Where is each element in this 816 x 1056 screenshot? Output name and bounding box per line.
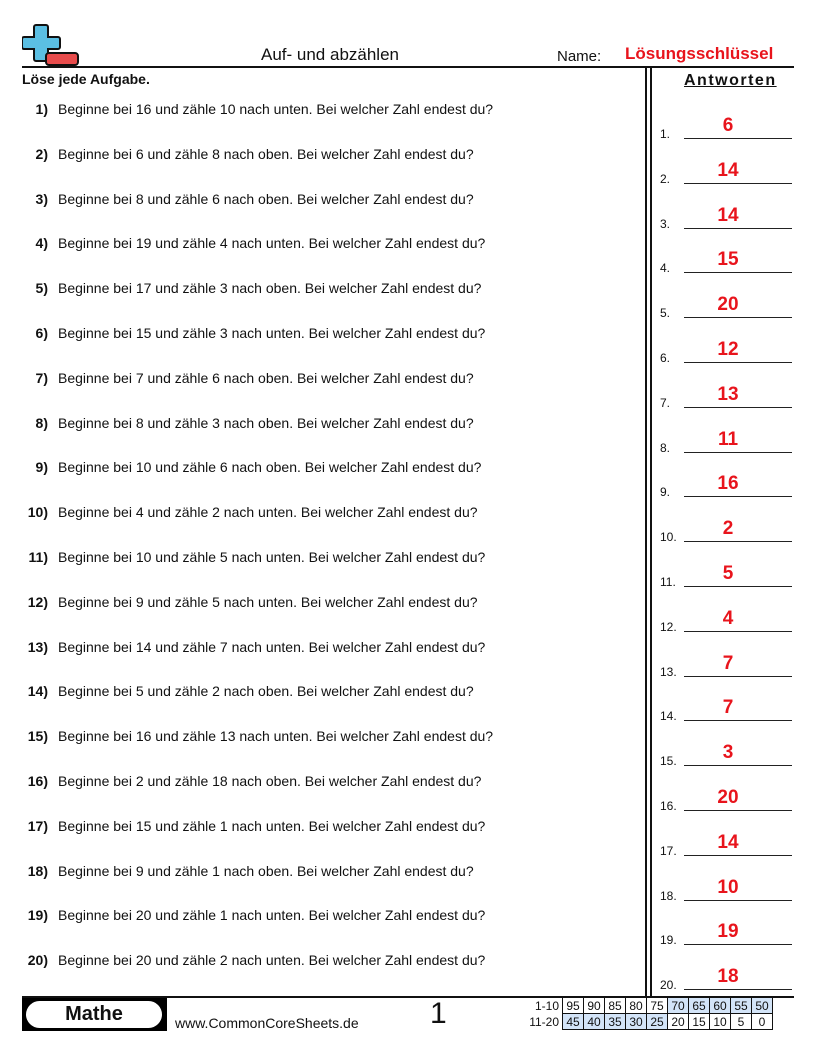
score-cell: 15 — [689, 1014, 710, 1030]
question-text: Beginne bei 7 und zähle 6 nach oben. Bei welcher Zahl endest du? — [58, 369, 474, 386]
answer-number: 11. — [660, 575, 676, 589]
answer-value: 12 — [717, 339, 739, 360]
question-text: Beginne bei 2 und zähle 18 nach oben. Bei welcher Zahl endest du? — [58, 773, 482, 789]
score-cell: 10 — [710, 1014, 731, 1030]
answer-item — [660, 742, 792, 769]
question-number: 10) — [27, 504, 48, 521]
question-number: 17) — [27, 817, 48, 834]
score-cell: 60 — [710, 998, 731, 1014]
answer-number: 8. — [660, 440, 671, 455]
score-cell: 75 — [647, 998, 668, 1014]
question-text: Beginne bei 16 und zähle 10 nach unten. Bei welcher Zahl endest du? — [58, 101, 494, 117]
score-cell: 0 — [752, 1014, 773, 1030]
site-url: www.CommonCoreSheets.de — [175, 1015, 359, 1031]
score-cell: 25 — [647, 1014, 668, 1030]
answer-line — [684, 989, 792, 990]
answer-value: 14 — [717, 159, 739, 181]
answer-number: 4. — [660, 261, 671, 276]
worksheet-title: Auf- und abzählen — [261, 45, 399, 64]
answer-line — [684, 541, 792, 542]
answer-line — [684, 317, 792, 318]
answer-item — [660, 831, 792, 858]
question-text: Beginne bei 9 und zähle 5 nach unten. Bei welcher Zahl endest du? — [58, 593, 478, 610]
question-number: 3) — [35, 190, 48, 207]
question-number: 20) — [27, 952, 48, 969]
question-text: Beginne bei 4 und zähle 2 nach unten. Bei welcher Zahl endest du? — [58, 504, 478, 521]
answer-line — [684, 810, 792, 811]
question-number: 19) — [27, 907, 48, 924]
column-divider — [645, 68, 647, 996]
name-label: Name: — [557, 48, 602, 65]
answer-line — [684, 676, 792, 677]
score-row — [528, 998, 773, 1014]
answer-line — [684, 362, 792, 363]
answer-line — [684, 900, 792, 901]
answer-value: 7 — [722, 697, 734, 719]
answer-value: 13 — [717, 383, 739, 405]
answer-number: 12. — [660, 619, 677, 634]
score-cell: 20 — [668, 1014, 689, 1030]
answer-number: 20. — [660, 978, 677, 993]
answer-number: 13. — [660, 664, 677, 679]
score-cell: 5 — [731, 1014, 752, 1030]
answer-item — [660, 473, 792, 500]
answer-number: 2. — [660, 171, 671, 186]
question-number: 9) — [35, 459, 48, 476]
question-number: 12) — [27, 593, 48, 610]
answer-value: 20 — [717, 294, 739, 316]
answer-item — [660, 383, 792, 410]
score-cell: 65 — [689, 998, 710, 1014]
answer-item — [660, 565, 792, 587]
question-text: Beginne bei 5 und zähle 2 nach oben. Bei welcher Zahl endest du? — [58, 683, 474, 700]
question-number: 1) — [35, 101, 48, 117]
answer-line — [684, 138, 792, 139]
answer-value: 7 — [722, 652, 734, 674]
answer-value: 3 — [722, 742, 734, 764]
header-divider — [22, 66, 794, 68]
question-number: 2) — [35, 145, 48, 162]
score-cell: 55 — [731, 998, 752, 1014]
answer-item — [660, 607, 792, 634]
question-text: Beginne bei 20 und zähle 1 nach unten. Bei welcher Zahl endest du? — [58, 907, 486, 924]
column-divider — [650, 68, 652, 996]
answer-item — [660, 966, 792, 993]
question-text: Beginne bei 10 und zähle 5 nach unten. Bei welcher Zahl endest du? — [58, 549, 486, 565]
answer-value: 14 — [717, 831, 739, 853]
answer-line — [684, 407, 792, 408]
answer-line — [684, 720, 792, 721]
instructions: Löse jede Aufgabe. — [22, 71, 150, 87]
question-number: 6) — [35, 325, 48, 341]
answer-number: 10. — [660, 530, 677, 545]
answer-number: 16. — [660, 799, 677, 813]
question-text: Beginne bei 15 und zähle 1 nach unten. Bei welcher Zahl endest du? — [58, 817, 486, 834]
score-cell: 70 — [668, 998, 689, 1014]
answer-line — [684, 765, 792, 766]
answer-item — [660, 518, 792, 545]
score-cell: 30 — [626, 1014, 647, 1030]
question-number: 18) — [27, 862, 48, 879]
question-text: Beginne bei 19 und zähle 4 nach unten. Bei welcher Zahl endest du? — [58, 235, 486, 252]
score-table — [528, 997, 773, 1030]
question-text: Beginne bei 8 und zähle 6 nach oben. Bei welcher Zahl endest du? — [58, 190, 474, 207]
answer-line — [684, 452, 792, 453]
score-cell: 90 — [584, 998, 605, 1014]
answer-item — [660, 428, 792, 455]
answer-value: 20 — [717, 787, 739, 808]
question-number: 11) — [28, 549, 48, 565]
answer-line — [684, 586, 792, 587]
answer-number: 7. — [660, 395, 671, 410]
question-number: 13) — [27, 638, 48, 655]
answer-number: 3. — [660, 216, 671, 231]
answer-item — [660, 876, 792, 903]
answer-line — [684, 631, 792, 632]
score-cell: 35 — [605, 1014, 626, 1030]
answer-item — [660, 789, 792, 811]
question-number: 8) — [35, 414, 48, 431]
answer-line — [684, 228, 792, 229]
answer-number: 5. — [660, 306, 671, 321]
question-number: 7) — [35, 369, 48, 386]
answer-value: 11 — [717, 428, 739, 450]
answer-item — [660, 652, 792, 679]
score-row-label: 1-10 — [534, 998, 559, 1013]
answer-item — [660, 341, 792, 363]
answer-item — [660, 159, 792, 186]
score-row — [528, 1014, 773, 1030]
answer-number: 1. — [660, 127, 671, 141]
answer-item — [660, 204, 792, 231]
score-row-label: 11-20 — [529, 1014, 559, 1029]
answer-line — [684, 183, 792, 184]
question-number: 5) — [35, 280, 48, 297]
answer-value: 16 — [717, 473, 739, 495]
answer-value: 10 — [717, 876, 739, 898]
question-number: 15) — [27, 728, 48, 745]
answer-value: 6 — [722, 115, 734, 136]
question-text: Beginne bei 10 und zähle 6 nach oben. Bei welcher Zahl endest du? — [58, 459, 482, 476]
question-text: Beginne bei 9 und zähle 1 nach oben. Bei welcher Zahl endest du? — [58, 862, 474, 879]
question-text: Beginne bei 14 und zähle 7 nach unten. Bei welcher Zahl endest du? — [58, 638, 486, 655]
answer-value: 4 — [722, 607, 734, 629]
score-cell: 45 — [563, 1014, 584, 1030]
question-text: Beginne bei 8 und zähle 3 nach oben. Bei welcher Zahl endest du? — [58, 414, 474, 431]
answer-value: 18 — [717, 966, 739, 988]
score-cell: 50 — [752, 998, 773, 1014]
score-cell: 95 — [563, 998, 584, 1014]
question-number: 16) — [27, 773, 48, 789]
name-value: Lösungsschlüssel — [625, 44, 774, 63]
answer-item — [660, 697, 792, 724]
answer-number: 17. — [660, 843, 677, 858]
score-cell: 40 — [584, 1014, 605, 1030]
question-text: Beginne bei 15 und zähle 3 nach unten. Bei welcher Zahl endest du? — [58, 325, 486, 341]
answer-line — [684, 855, 792, 856]
brand-label: Mathe — [26, 1001, 162, 1028]
question-text: Beginne bei 20 und zähle 2 nach unten. Bei welcher Zahl endest du? — [58, 952, 486, 969]
page-number: 1 — [430, 997, 447, 1030]
answer-value: 19 — [717, 921, 739, 943]
question-text: Beginne bei 6 und zähle 8 nach oben. Bei welcher Zahl endest du? — [58, 145, 474, 162]
answer-value: 2 — [722, 518, 734, 540]
score-cell: 85 — [605, 998, 626, 1014]
answer-number: 9. — [660, 485, 671, 500]
answers-heading: Antworten — [684, 72, 777, 89]
answer-line — [684, 496, 792, 497]
question-text: Beginne bei 17 und zähle 3 nach oben. Bei welcher Zahl endest du? — [58, 280, 482, 297]
score-cell: 80 — [626, 998, 647, 1014]
answer-number: 19. — [660, 933, 677, 948]
answer-line — [684, 272, 792, 273]
answer-number: 18. — [660, 888, 677, 903]
answer-value: 15 — [717, 249, 739, 271]
answer-item — [660, 249, 792, 276]
answer-value: 5 — [722, 563, 734, 584]
answer-number: 6. — [660, 351, 671, 365]
answer-number: 14. — [660, 709, 677, 724]
answer-item — [660, 117, 792, 139]
answer-line — [684, 944, 792, 945]
answer-item — [660, 294, 792, 321]
answer-item — [660, 921, 792, 948]
question-number: 4) — [35, 235, 48, 252]
question-number: 14) — [27, 683, 48, 700]
answer-number: 15. — [660, 754, 677, 769]
brand-badge — [22, 998, 167, 1031]
answer-value: 14 — [717, 204, 739, 226]
question-text: Beginne bei 16 und zähle 13 nach unten. Bei welcher Zahl endest du? — [58, 728, 494, 745]
